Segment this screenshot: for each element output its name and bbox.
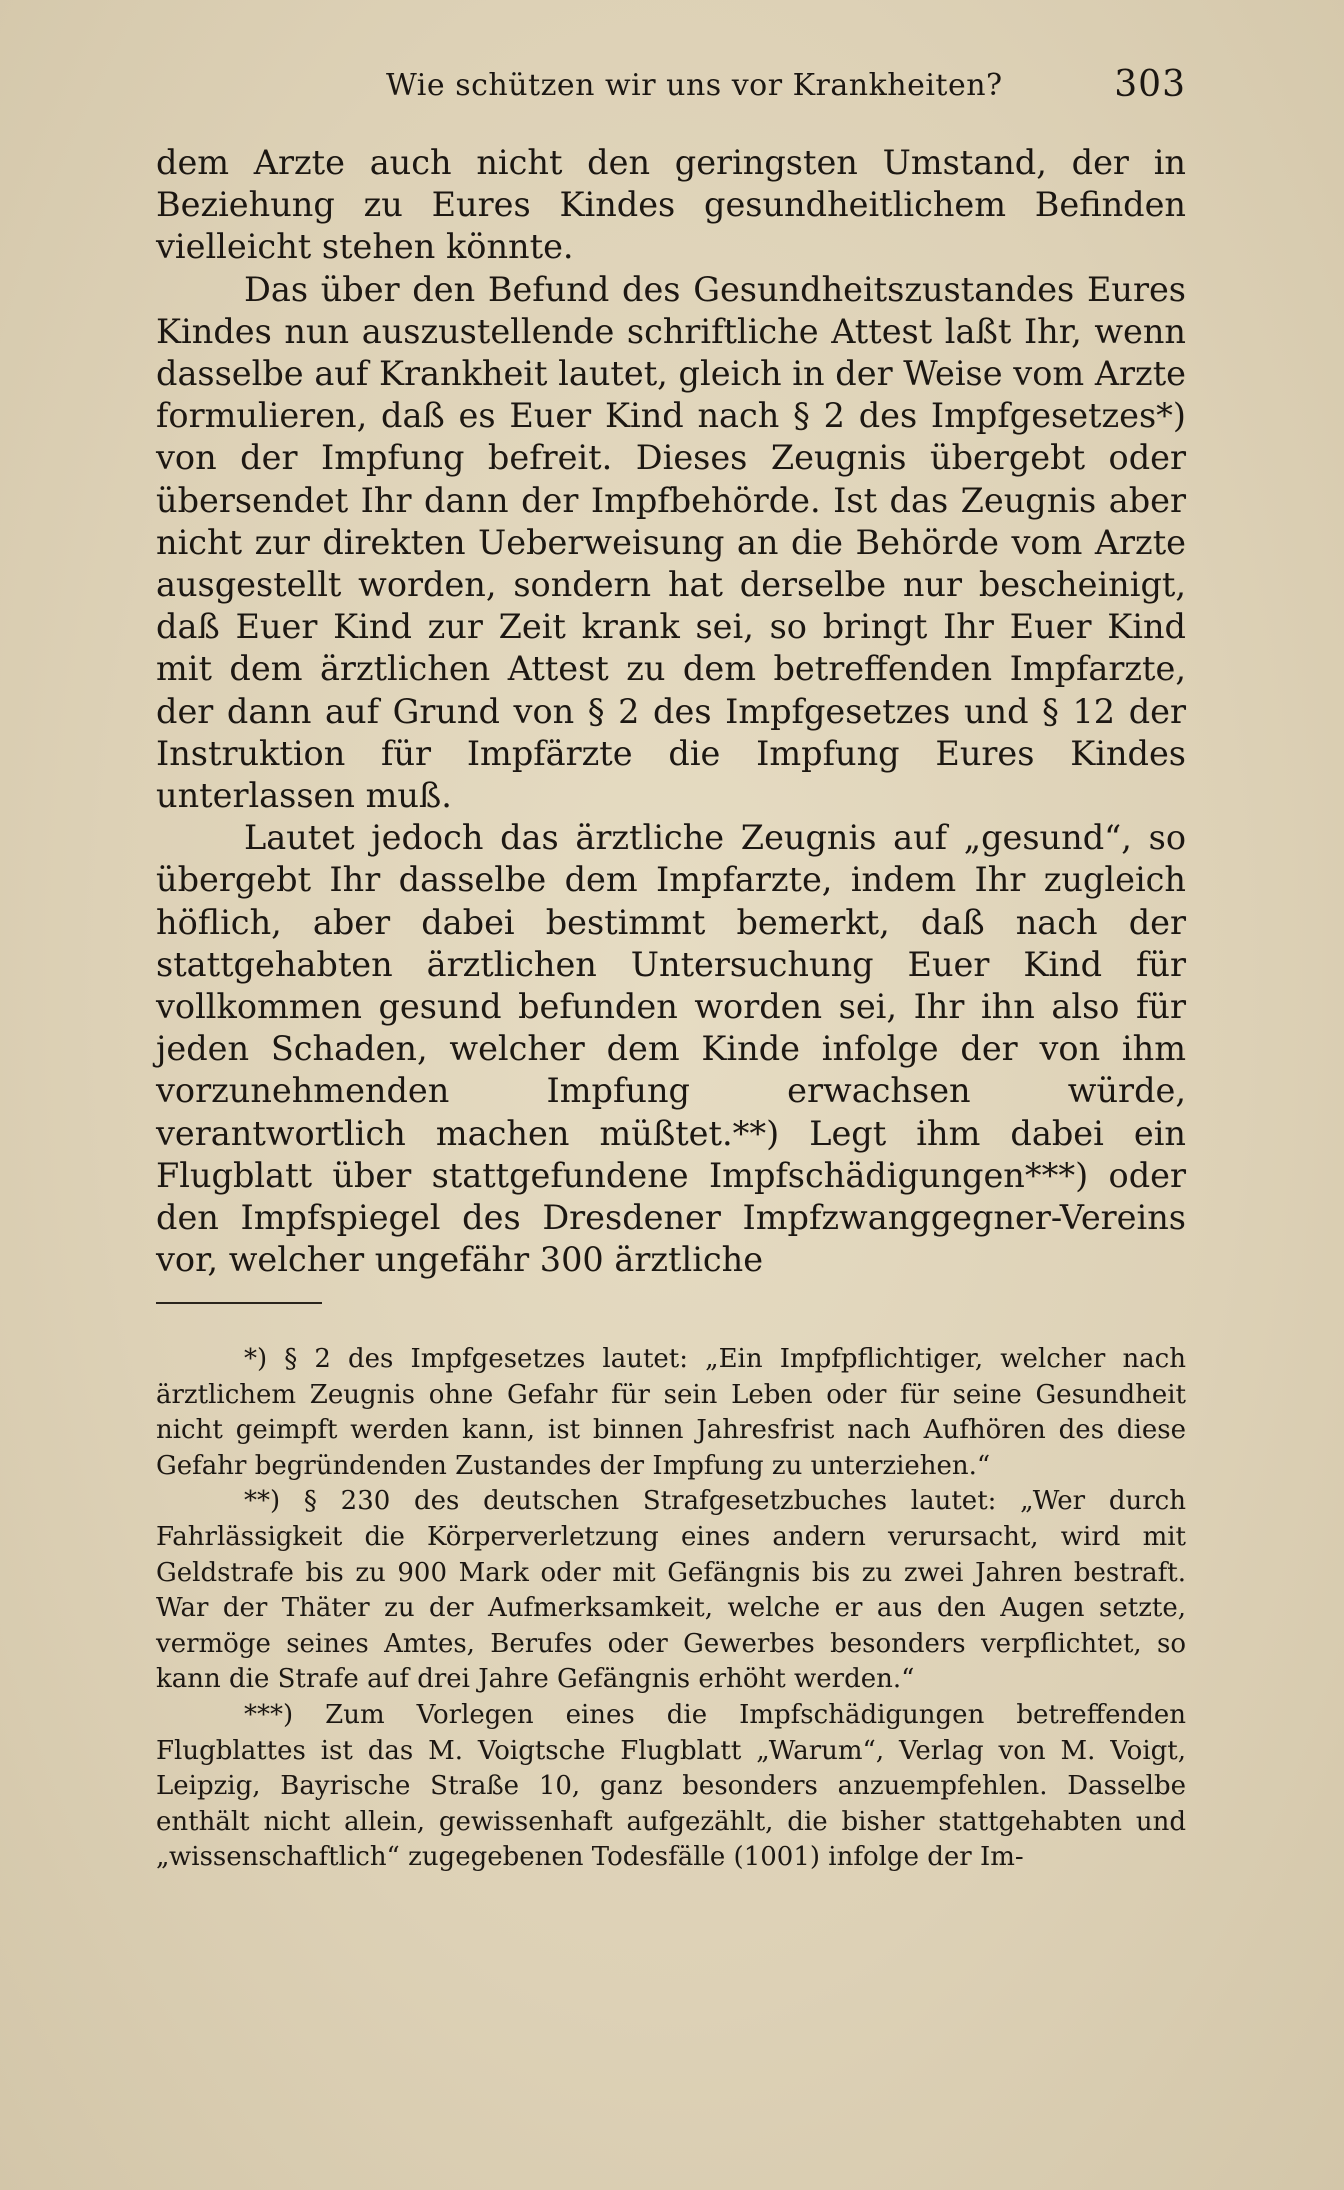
paragraph: Lautet jedoch das ärztliche Zeugnis auf „gesund“, so übergebt Ihr dasselbe dem Impfarzte, indem Ihr zugleich höflich, aber dabei bestimmt bemerkt, daß nach der stattgehabten ärztlichen Untersuchung Euer Kind für vollkommen gesund befunden worden sei, Ihr ihn also für jeden Schaden, welcher dem Kinde infolge der von ihm vorzunehmenden Impfung erwachsen würde, verantwortlich machen müßtet.**) Legt ihm dabei ein Flugblatt über stattgefundene Impfschädigungen***) oder den Impfspiegel des Dresdener Impfzwanggegner-Vereins vor, welcher ungefähr 300 ärztliche <box>156 818 1186 1280</box>
main-text <box>156 142 1186 1281</box>
footnote-1: *) § 2 des Impfgesetzes lautet: „Ein Impfpflichtiger, welcher nach ärztlichem Zeugnis ohne Gefahr für sein Leben oder für seine Gesundheit nicht geimpft werden kann, ist binnen Jahresfrist nach Aufhören des diese Gefahr begründenden Zustandes der Impfung zu unterziehen.“ <box>156 1344 1186 1481</box>
paragraph: Das über den Befund des Gesundheitszustandes Eures Kindes nun auszustellende schriftliche Attest laßt Ihr, wenn dasselbe auf Krankheit lautet, gleich in der Weise vom Arzte formulieren, daß es Euer Kind nach § 2 des Impfgesetzes*) von der Impfung befreit. Dieses Zeugnis übergebt oder übersendet Ihr dann der Impfbehörde. Ist das Zeugnis aber nicht zur direkten Ueberweisung an die Behörde vom Arzte ausgestellt worden, sondern hat derselbe nur bescheinigt, daß Euer Kind zur Zeit krank sei, so bringt Ihr Euer Kind mit dem ärztlichen Attest zu dem betreffenden Impfarzte, der dann auf Grund von § 2 des Impfgesetzes und § 12 der Instruktion für Impfärzte die Impfung Eures Kindes unterlassen muß. <box>156 269 1186 816</box>
running-title: Wie schützen wir uns vor Krankheiten? <box>386 68 1003 103</box>
page-header <box>156 62 1186 112</box>
paragraph-continued: dem Arzte auch nicht den geringsten Umstand, der in Beziehung zu Eures Kindes gesundheitlichem Befinden vielleicht stehen könnte. <box>156 143 1186 267</box>
footnotes <box>156 1342 1186 1876</box>
footnote-3: ***) Zum Vorlegen eines die Impfschädigungen betreffenden Flugblattes ist das M. Voigtsche Flugblatt „Warum“, Verlag von M. Voigt, Leipzig, Bayrische Straße 10, ganz besonders anzuempfehlen. Dasselbe enthält nicht allein, gewissenhaft aufgezählt, die bisher stattgehabten und „wissenschaftlich“ zugegebenen Todesfälle (1001) infolge der Im- <box>156 1699 1186 1873</box>
page-number: 303 <box>1114 64 1186 105</box>
footnote-separator <box>156 1302 322 1304</box>
footnote-2: **) § 230 des deutschen Strafgesetzbuches lautet: „Wer durch Fahrlässigkeit die Körperverletzung eines andern verursacht, wird mit Geldstrafe bis zu 900 Mark oder mit Gefängnis bis zu zwei Jahren bestraft. War der Thäter zu der Aufmerksamkeit, welche er aus den Augen setzte, vermöge seines Amtes, Berufes oder Gewerbes besonders verpflichtet, so kann die Strafe auf drei Jahre Gefängnis erhöht werden.“ <box>156 1486 1186 1695</box>
